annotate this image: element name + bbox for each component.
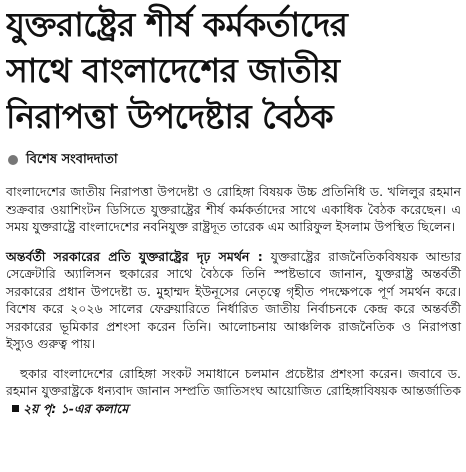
- continuation-text: ২য় পৃ: ১-এর কলামে: [23, 400, 129, 416]
- paragraph-1: বাংলাদেশের জাতীয় নিরাপত্তা উপদেষ্টা ও রোহিঙ্গা বিষয়ক উচ্চ প্রতিনিধি ড. খলিলুর রহমান শুক্রবার ওয়াশিংটন ডিসিতে যুক্তরাষ্ট্রের শীর্ষ কর্মকর্তাদের সাথে একাধিক বৈঠক করেছেন। এ সময় যুক্তরাষ্ট্রে বাংলাদেশের নবনিযুক্ত রাষ্ট্রদূত তারেক এম আরিফুল ইসলাম উপস্থিত ছিলেন।: [6, 184, 461, 234]
- paragraph-2: [6, 248, 461, 353]
- bullet-icon: [8, 155, 18, 165]
- continuation-note: [6, 401, 128, 416]
- headline-line-2: সাথে বাংলাদেশের জাতীয়: [6, 51, 340, 90]
- paragraph-2-text: যুক্তরাষ্ট্রের রাজনৈতিকবিষয়ক আন্ডার সেক্রেটারি অ্যালিসন হুকারের সাথে বৈঠকে তিনি স্পষ্টভাবে জানান, যুক্তরাষ্ট্র অন্তর্বর্তী সরকারের প্রধান উপদেষ্টা ড. মুহাম্মদ ইউনূসের নেতৃত্বে গৃহীত পদক্ষেপকে পূর্ণ সমর্থন করে। বিশেষ করে ২০২৬ সালের ফেব্রুয়ারিতে নির্ধারিত জাতীয় নির্বাচনকে কেন্দ্র করে অন্তর্বর্তী সরকারের ভূমিকার প্রশংসা করেন তিনি। আলোচনায় আঞ্চলিক রাজনৈতিক ও নিরাপত্তা ইস্যুও গুরুত্ব পায়।: [6, 248, 461, 351]
- byline: [8, 149, 118, 171]
- headline-line-1: যুক্তরাষ্ট্রের শীর্ষ কর্মকর্তাদের: [6, 5, 348, 44]
- headline: [6, 2, 462, 140]
- paragraph-3: [6, 365, 461, 418]
- byline-text: বিশেষ সংবাদদাতা: [26, 151, 118, 167]
- square-bullet-icon: [12, 405, 19, 412]
- article-body: [6, 183, 461, 417]
- headline-line-3: নিরাপত্তা উপদেষ্টার বৈঠক: [6, 97, 334, 136]
- paragraph-2-subhead: অন্তর্বর্তী সরকারের প্রতি যুক্তরাষ্ট্রের দৃঢ় সমর্থন :: [6, 248, 263, 264]
- paragraph-3-text: হুকার বাংলাদেশের রোহিঙ্গা সংকট সমাধানে চলমান প্রচেষ্টার প্রশংসা করেন। জবাবে ড. রহমান যুক্তরাষ্ট্রকে ধন্যবাদ জানান সম্প্রতি জাতিসংঘ আয়োজিত রোহিঙ্গাবিষয়ক আন্তর্জাতিক: [6, 365, 461, 398]
